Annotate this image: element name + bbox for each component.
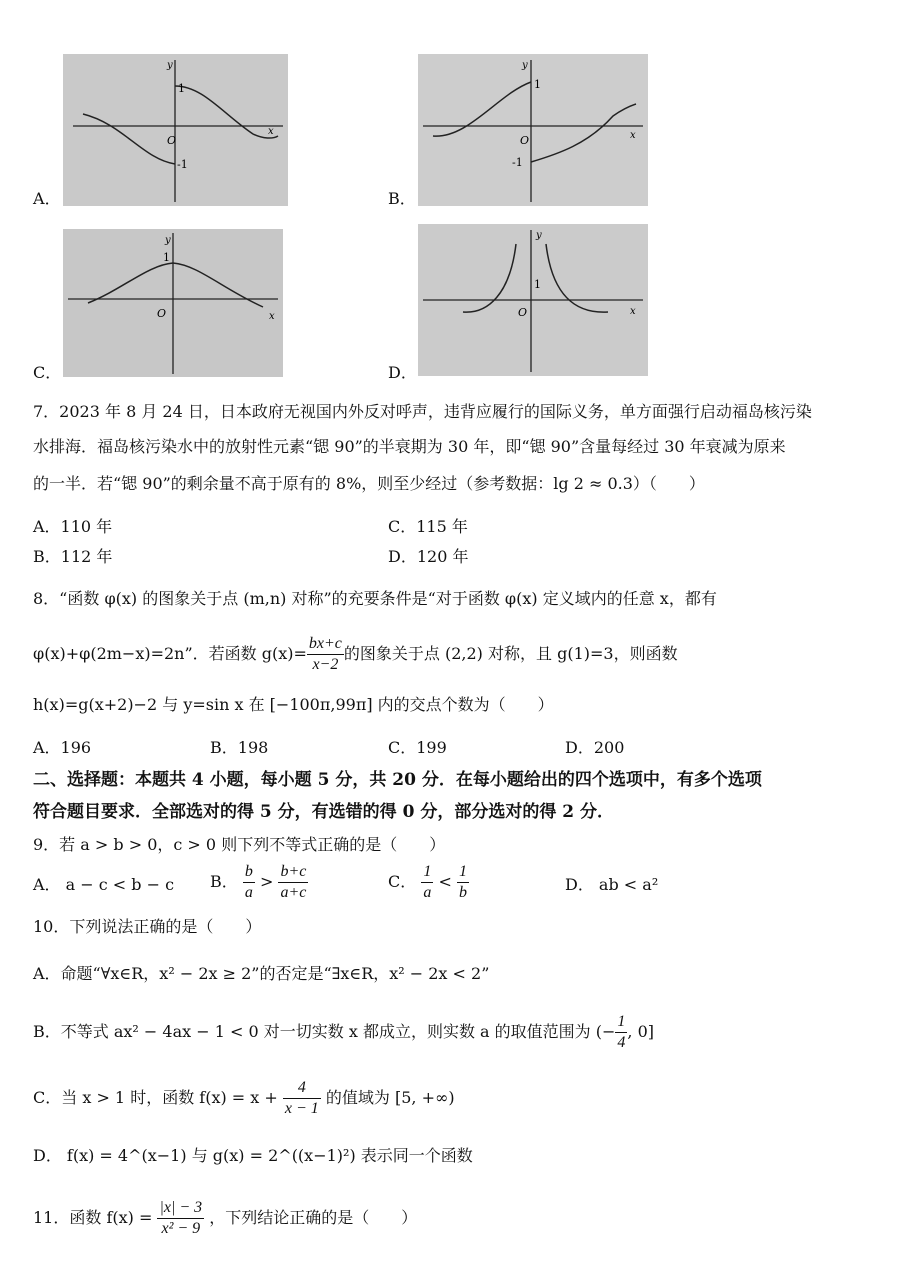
origin-label: O — [518, 306, 528, 319]
origin-label: O — [520, 134, 530, 147]
q8-line3: h(x)=g(x+2)−2 与 y=sin x 在 [−100π,99π] 内的交点个数为（ ） — [33, 695, 554, 714]
graph-b-svg — [418, 54, 648, 206]
q9-option-b[interactable]: B． $\frac{b}{a}$ > $\frac{b+c}{a+c}$ — [210, 863, 307, 901]
q8-line2-start: φ(x)+φ(2m−x)=2n”．若函数 g(x)= — [33, 644, 307, 663]
graph-a-label: A． — [33, 189, 61, 208]
q9-option-a[interactable]: A． a − c < b − c — [33, 875, 175, 894]
q9-option-d[interactable]: D． ab < a² — [565, 875, 659, 894]
tick-one: 1 — [534, 78, 541, 91]
q8-option-d[interactable]: D．200 — [565, 738, 625, 757]
q7-option-d[interactable]: D．120 年 — [388, 547, 469, 566]
q8-option-a[interactable]: A．196 — [33, 738, 92, 757]
y-axis-label: y — [165, 235, 171, 246]
section2-heading-line2: 符合题目要求．全部选对的得 5 分，有选错的得 0 分，部分选对的得 2 分． — [33, 802, 614, 822]
graph-d-svg — [418, 224, 648, 376]
q10-option-c[interactable]: C．当 x > 1 时，函数 f(x) = x + $\frac{4}{x - 1}$ 的值域为 [5, +∞) — [33, 1079, 455, 1117]
graph-d-label: D． — [388, 363, 417, 382]
q7-line2: 水排海．福岛核污染水中的放射性元素“锶 90”的半衰期为 30 年，即“锶 90”含量每经过 30 年衰减为原来 — [33, 437, 786, 456]
q9-stem: 9．若 a > b > 0，c > 0 则下列不等式正确的是（ ） — [33, 835, 446, 854]
q8-line1: 8．“函数 φ(x) 的图象关于点 (m,n) 对称”的充要条件是“对于函数 φ(x) 定义域内的任意 x，都有 — [33, 589, 717, 608]
tick-one: 1 — [534, 278, 541, 291]
origin-label: O — [157, 307, 167, 320]
q7-line3: 的一半．若“锶 90”的剩余量不高于原有的 8%，则至少经过（参考数据：lg 2 ≈ 0.3）（ ） — [33, 474, 705, 493]
x-axis-label: x — [269, 311, 275, 322]
q10-option-d[interactable]: D． f(x) = 4^(x−1) 与 g(x) = 2^((x−1)²) 表示同一个函数 — [33, 1146, 473, 1165]
tick-neg-one: -1 — [177, 158, 188, 171]
graph-a — [63, 54, 288, 206]
tick-one: 1 — [163, 251, 170, 264]
graph-d — [418, 224, 648, 376]
y-axis-label: y — [522, 60, 528, 71]
x-axis-label: x — [630, 130, 636, 141]
graph-c — [63, 229, 283, 377]
q8-fraction: $\frac{bx+c}{x-2}$ — [308, 635, 342, 673]
q7-option-a[interactable]: A．110 年 — [33, 517, 113, 536]
q8-option-b[interactable]: B．198 — [210, 738, 269, 757]
x-axis-label: x — [268, 126, 274, 137]
q10-stem: 10．下列说法正确的是（ ） — [33, 917, 262, 936]
q7-option-c[interactable]: C．115 年 — [388, 517, 468, 536]
q10-option-b[interactable]: B．不等式 ax² − 4ax − 1 < 0 对一切实数 x 都成立，则实数 a 的取值范围为 (− $\frac{1}{4}$ , 0] — [33, 1013, 654, 1051]
q7-option-b[interactable]: B．112 年 — [33, 547, 113, 566]
origin-label: O — [167, 134, 177, 147]
tick-neg-one: -1 — [512, 156, 523, 169]
q10-option-a[interactable]: A．命题“∀x∈R，x² − 2x ≥ 2”的否定是“∃x∈R，x² − 2x < 2” — [33, 964, 490, 983]
section2-heading-line1: 二、选择题：本题共 4 小题，每小题 5 分，共 20 分．在每小题给出的四个选项中，有多个选项 — [33, 770, 762, 790]
graph-c-svg — [63, 229, 283, 377]
y-axis-label: y — [536, 230, 542, 241]
graph-c-label: C． — [33, 363, 62, 382]
q8-option-c[interactable]: C．199 — [388, 738, 447, 757]
q9-option-c[interactable]: C． $\frac{1}{a}$ < $\frac{1}{b}$ — [388, 863, 467, 901]
y-axis-label: y — [167, 60, 173, 71]
q7-line1: 7．2023 年 8 月 24 日，日本政府无视国内外反对呼声，违背应履行的国际义务，单方面强行启动福岛核污染 — [33, 402, 812, 421]
graph-b — [418, 54, 648, 206]
graph-a-svg — [63, 54, 288, 206]
tick-one: 1 — [178, 82, 185, 95]
x-axis-label: x — [630, 306, 636, 317]
q11-stem: 11．函数 f(x) = $\frac{|x| - 3}{\text{x² − 9}}$ ，下列结论正确的是（ ） — [33, 1199, 418, 1237]
q8-line2-end: 的图象关于点 (2,2) 对称，且 g(1)=3，则函数 — [343, 644, 678, 663]
q8-line2 — [33, 634, 678, 675]
graph-b-label: B． — [388, 189, 416, 208]
